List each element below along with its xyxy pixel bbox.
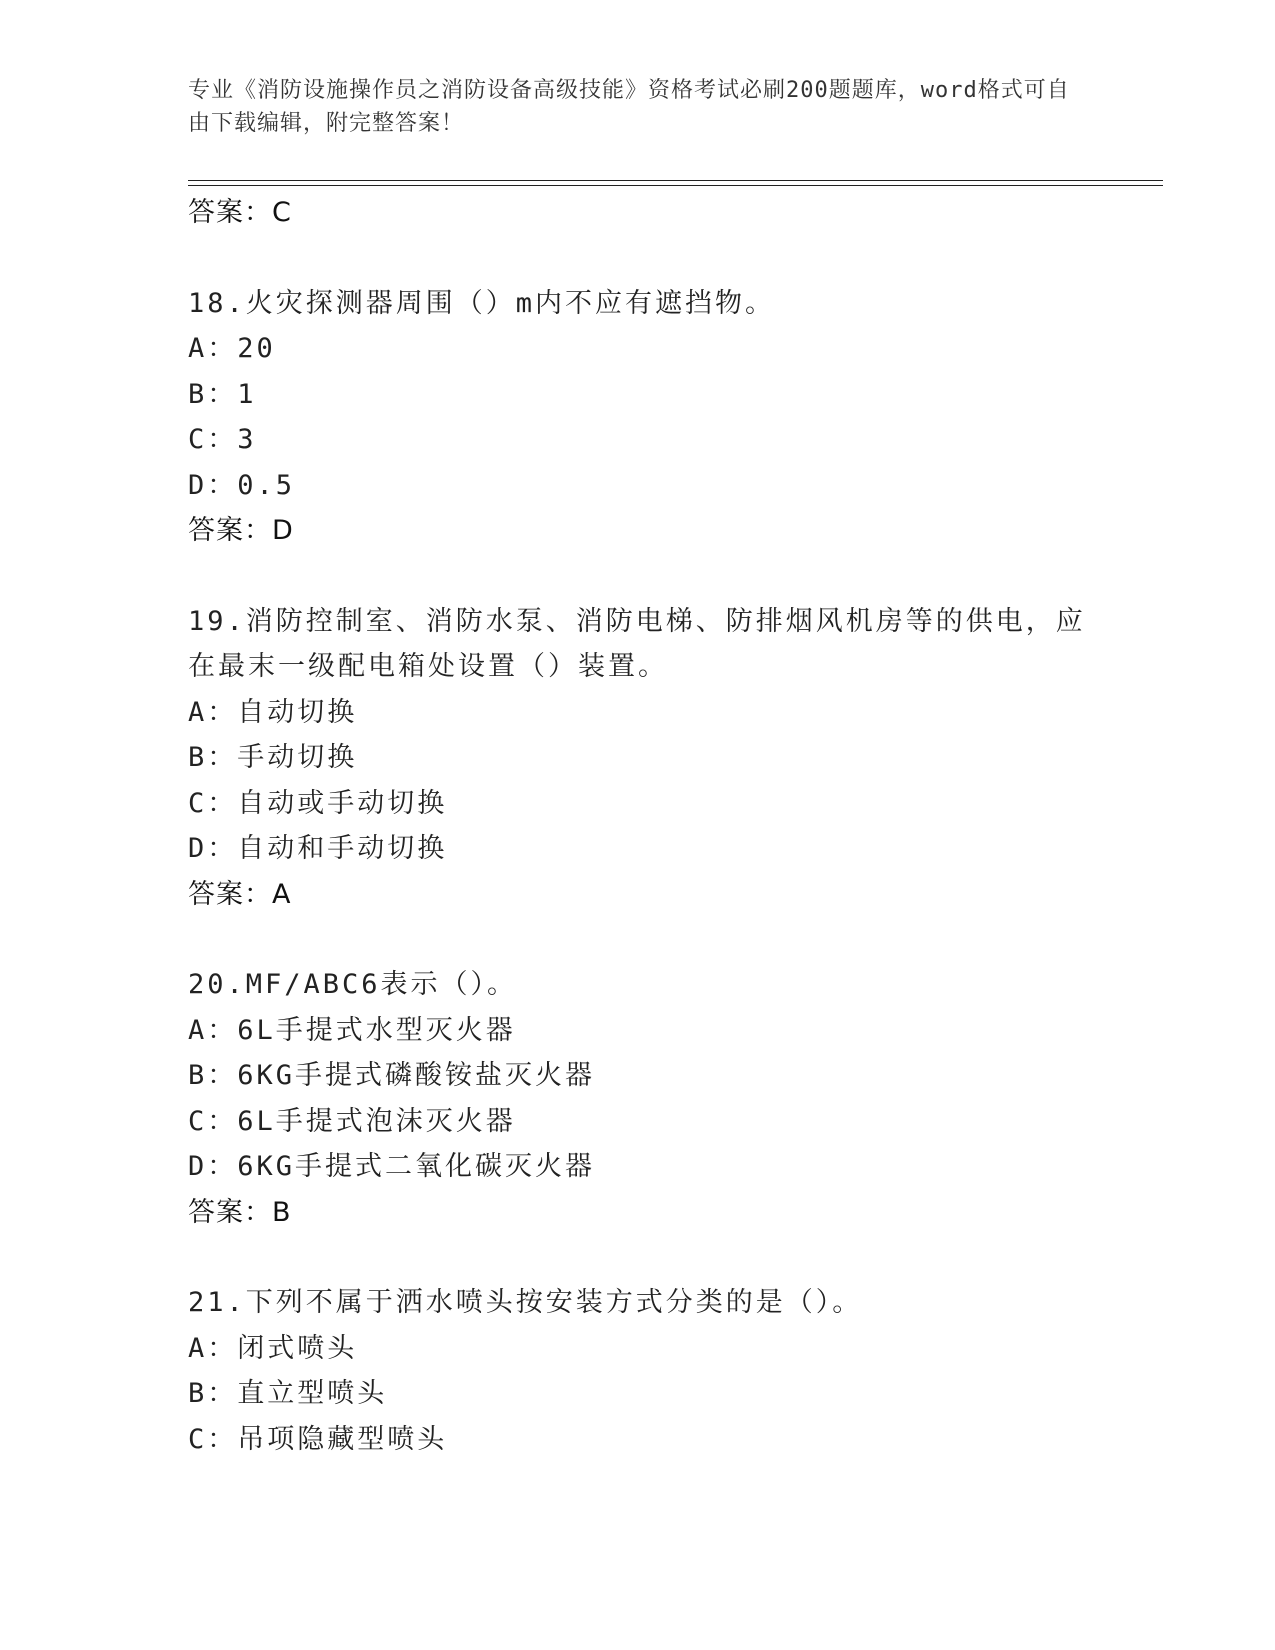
header-divider-top (188, 180, 1163, 181)
spacer (188, 236, 1088, 281)
question-block-19 (188, 599, 1088, 918)
spacer (188, 917, 1088, 962)
option-a: A：20 (188, 333, 276, 364)
option-a: A：自动切换 (188, 696, 358, 728)
option-d: D：6KG手提式二氧化碳灭火器 (188, 1151, 596, 1182)
spacer (188, 554, 1088, 599)
option-b: B：直立型喷头 (188, 1378, 388, 1409)
option-a: A：6L手提式水型灭火器 (188, 1014, 516, 1046)
document-header: 专业《消防设施操作员之消防设备高级技能》资格考试必刷200题题库，word格式可自由下载编辑，附完整答案！ (188, 78, 1070, 136)
question-stem: 20.MF/ABC6表示（）。 (188, 969, 518, 1000)
answer-line: 答案：A (188, 878, 292, 910)
option-c: C：自动或手动切换 (188, 787, 448, 819)
header-divider-bottom (188, 185, 1163, 186)
option-c: C：3 (188, 424, 257, 455)
question-block-20 (188, 962, 1088, 1235)
option-b: B：6KG手提式磷酸铵盐灭火器 (188, 1060, 596, 1091)
option-b: B：手动切换 (188, 742, 358, 773)
option-b: B：1 (188, 378, 257, 410)
answer-line: 答案：B (188, 1196, 292, 1228)
question-block-21 (188, 1280, 1088, 1462)
answer-line: 答案：D (188, 515, 294, 546)
option-c: C：6L手提式泡沫灭火器 (188, 1105, 516, 1137)
question-stem: 19.消防控制室、消防水泵、消防电梯、防排烟风机房等的供电，应在最末一级配电箱处设置（）装置。 (188, 605, 1086, 682)
option-d: D：自动和手动切换 (188, 833, 448, 864)
question-stem: 18.火灾探测器周围（）m内不应有遮挡物。 (188, 287, 776, 319)
option-a: A：闭式喷头 (188, 1332, 358, 1364)
question-stem: 21.下列不属于洒水喷头按安装方式分类的是（）。 (188, 1287, 863, 1318)
option-c: C：吊项隐藏型喷头 (188, 1423, 448, 1455)
answer-line: 答案：C (188, 197, 292, 228)
question-block-18 (188, 281, 1088, 554)
spacer (188, 1235, 1088, 1280)
question-list (188, 190, 1088, 1462)
option-d: D：0.5 (188, 469, 296, 501)
